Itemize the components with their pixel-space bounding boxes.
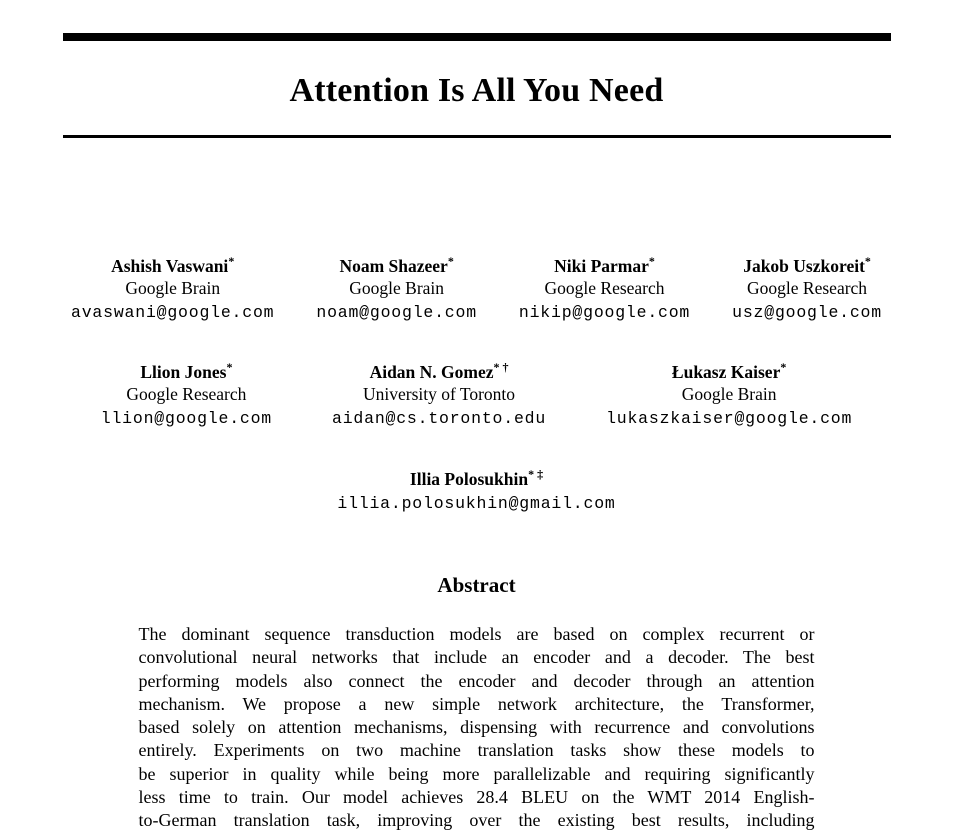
author-footnote-mark: * bbox=[228, 254, 235, 269]
author-affiliation: Google Brain bbox=[349, 278, 445, 298]
author-email: llion@google.com bbox=[100, 409, 273, 428]
author-footnote-mark: * bbox=[226, 360, 233, 375]
top-rule bbox=[63, 33, 891, 41]
author-affiliation: Google Brain bbox=[125, 278, 221, 298]
author-aidan-gomez bbox=[332, 361, 546, 430]
author-affiliation: Google Research bbox=[126, 384, 247, 404]
title-rule bbox=[63, 135, 891, 138]
author-name-text: Ashish Vaswani bbox=[111, 256, 229, 276]
author-affiliation: Google Research bbox=[747, 278, 868, 298]
author-name-text: Illia Polosukhin bbox=[409, 469, 529, 489]
abstract-line: be superior in quality while being more parallelizable and requiring significantly bbox=[138, 763, 815, 784]
author-name bbox=[337, 468, 615, 490]
abstract-line: based solely on attention mechanisms, dispensing with recurrence and convolutions bbox=[138, 717, 815, 738]
author-email: aidan@cs.toronto.edu bbox=[332, 409, 547, 428]
author-footnote-mark: * ‡ bbox=[528, 467, 544, 482]
author-row-1 bbox=[63, 255, 891, 324]
author-row-3 bbox=[63, 468, 891, 515]
author-name-text: Aidan N. Gomez bbox=[369, 362, 494, 382]
author-row-2 bbox=[63, 361, 891, 430]
author-illia-polosukhin bbox=[337, 468, 615, 515]
author-name-text: Llion Jones bbox=[140, 362, 227, 382]
abstract-body bbox=[139, 623, 815, 833]
author-email: nikip@google.com bbox=[518, 303, 691, 322]
author-llion-jones bbox=[101, 361, 272, 430]
abstract-line: entirely. Experiments on two machine translation tasks show these models to bbox=[138, 740, 815, 761]
author-footnote-mark: * bbox=[447, 254, 454, 269]
author-name-text: Łukasz Kaiser bbox=[671, 362, 781, 382]
author-email: usz@google.com bbox=[732, 303, 882, 322]
paper-page bbox=[63, 0, 891, 833]
author-affiliation: Google Brain bbox=[681, 384, 777, 404]
abstract-line: less time to train. Our model achieves 28.4 BLEU on the WMT 2014 English- bbox=[138, 787, 815, 808]
author-lukasz-kaiser bbox=[606, 361, 852, 430]
author-affiliation: University of Toronto bbox=[363, 384, 516, 404]
author-name bbox=[316, 255, 477, 277]
author-affiliation: Google Research bbox=[544, 278, 665, 298]
author-name bbox=[519, 255, 690, 277]
author-footnote-mark: * bbox=[780, 360, 787, 375]
author-name bbox=[732, 255, 882, 277]
author-name-text: Jakob Uszkoreit bbox=[743, 256, 865, 276]
author-name bbox=[71, 255, 274, 277]
abstract-line: performing models also connect the encoder and decoder through an attention bbox=[138, 670, 815, 691]
author-name bbox=[101, 361, 272, 383]
author-ashish-vaswani bbox=[71, 255, 274, 324]
page-title: Attention Is All You Need bbox=[289, 72, 664, 109]
author-noam-shazeer bbox=[316, 255, 477, 324]
abstract-line: The dominant sequence transduction models are based on complex recurrent or bbox=[138, 624, 815, 644]
author-name bbox=[332, 361, 546, 383]
abstract-line: convolutional neural networks that include an encoder and a decoder. The best bbox=[138, 647, 815, 668]
author-name bbox=[606, 361, 852, 383]
author-email: avaswani@google.com bbox=[71, 303, 275, 322]
author-name-text: Niki Parmar bbox=[554, 256, 649, 276]
abstract-line: to-German translation task, improving over the existing best results, including bbox=[138, 810, 815, 831]
author-footnote-mark: * bbox=[864, 254, 871, 269]
abstract-heading: Abstract bbox=[437, 573, 516, 597]
author-block bbox=[63, 255, 891, 515]
author-email: illia.polosukhin@gmail.com bbox=[337, 494, 616, 513]
author-email: lukaszkaiser@google.com bbox=[606, 409, 853, 428]
author-jakob-uszkoreit bbox=[732, 255, 882, 324]
author-name-text: Noam Shazeer bbox=[339, 256, 448, 276]
author-niki-parmar bbox=[519, 255, 690, 324]
author-email: noam@google.com bbox=[316, 303, 477, 322]
author-footnote-mark: * † bbox=[493, 360, 509, 375]
abstract-line: mechanism. We propose a new simple network architecture, the Transformer, bbox=[138, 693, 815, 714]
author-footnote-mark: * bbox=[648, 254, 655, 269]
